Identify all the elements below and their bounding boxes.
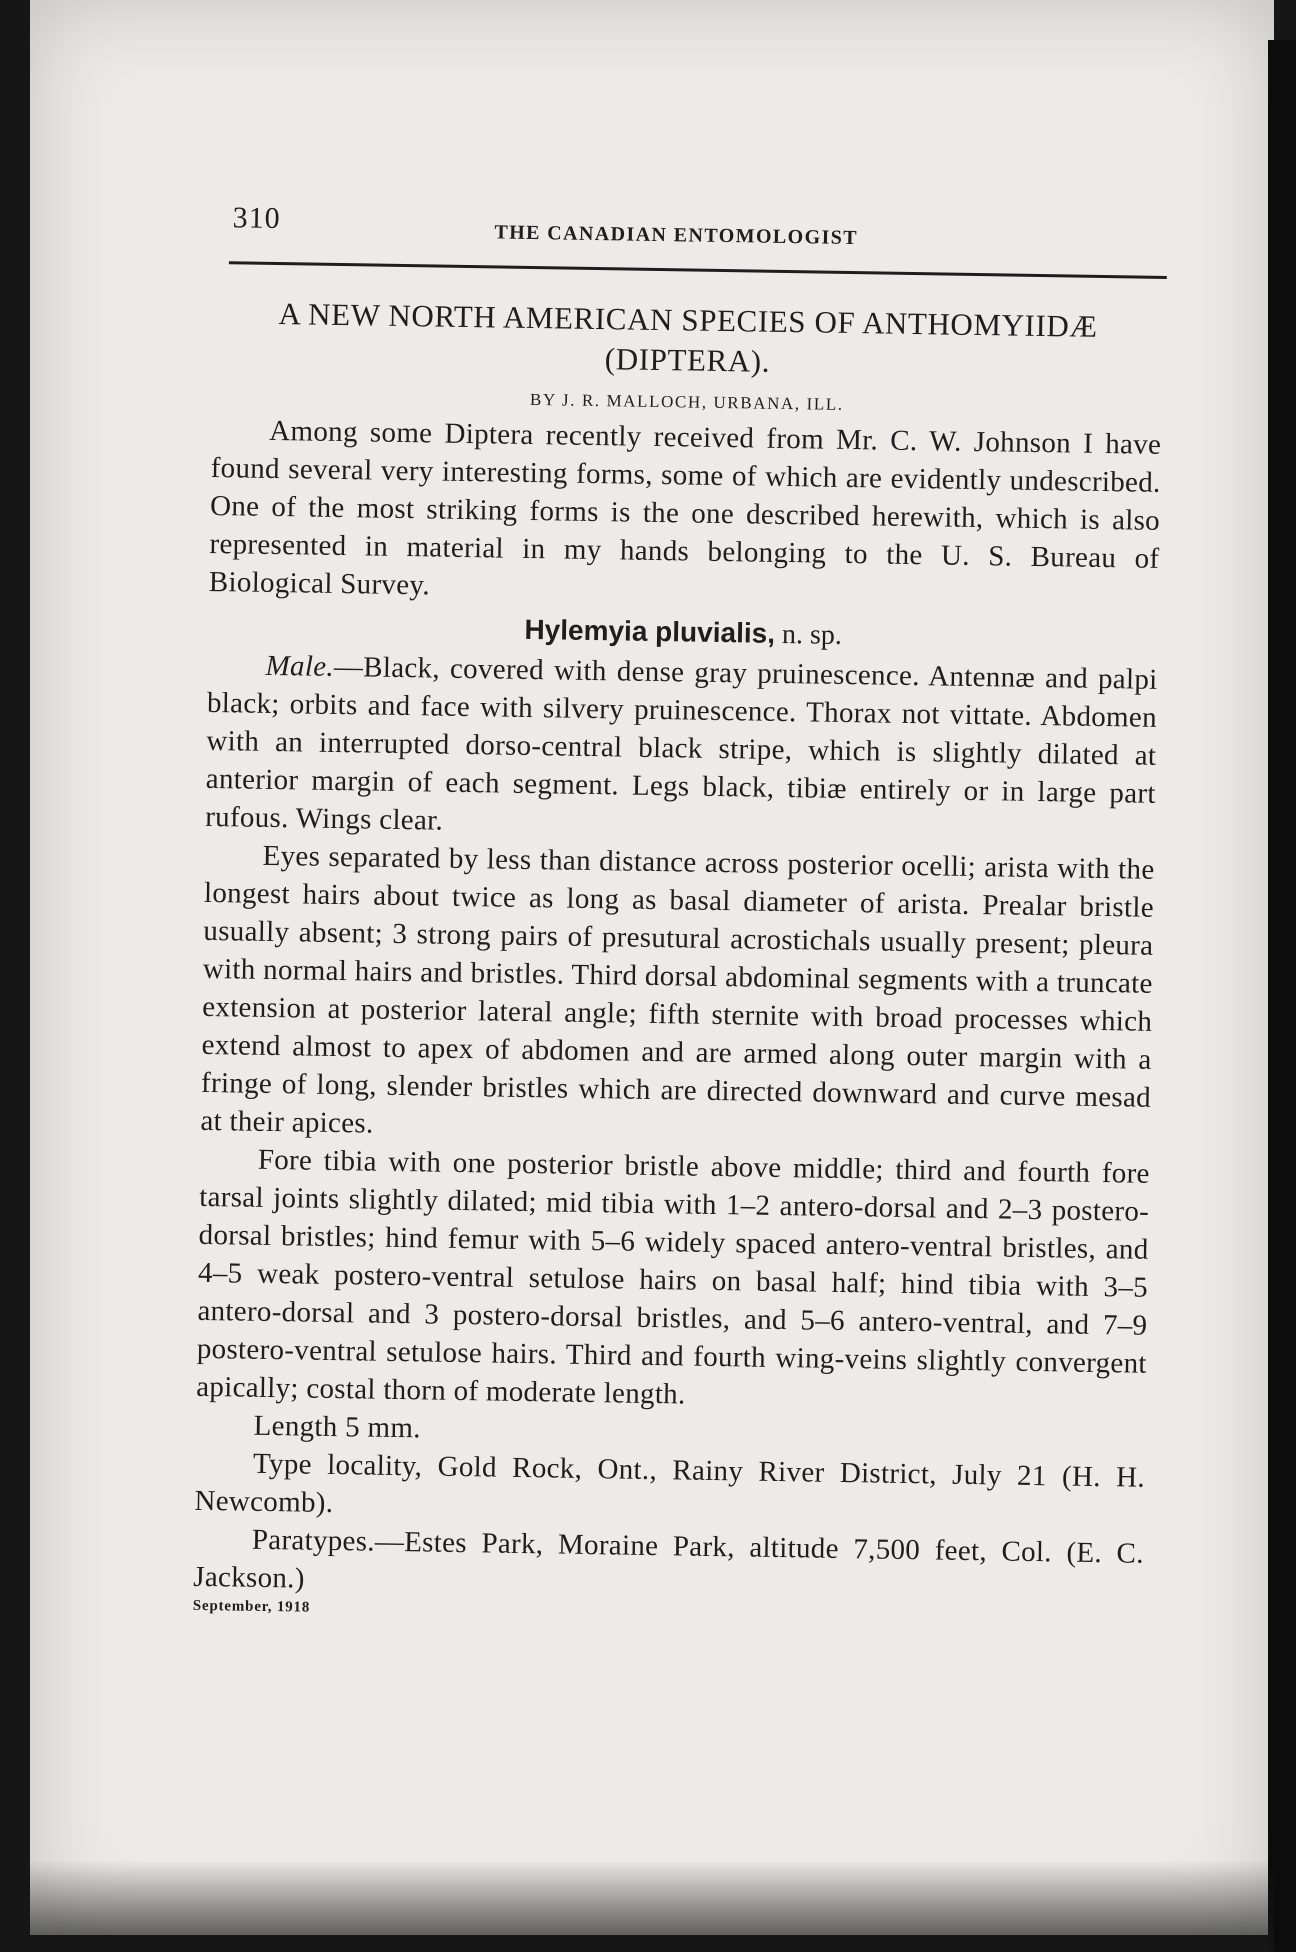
species-name: Hylemyia pluvialis, xyxy=(524,613,776,649)
intro-paragraph: Among some Diptera recently received from Mr. C. W. Johnson I have found several very interesting forms, some of which are evidently undescribed. One of the most striking forms is the one described herewith, which is also represented in material in my hands belonging to the U. S. Bureau of Biological Survey. xyxy=(208,414,1162,602)
journal-title: THE CANADIAN ENTOMOLOGIST xyxy=(494,221,859,250)
page-bottom-shadow xyxy=(30,1860,1274,1952)
paratypes-paragraph: Paratypes.—Estes Park, Moraine Park, altitude 7,500 feet, Col. (E. C. Jackson.) xyxy=(193,1523,1145,1595)
male-description-paragraph xyxy=(205,646,1158,851)
header-rule xyxy=(229,261,1167,279)
male-description: —Black, covered with dense gray pruinescence. Antennæ and palpi black; orbits and face with silvery pruinescence. Thorax not vittate. Abdomen with an interrupted dorso-central black stripe, which is slightly dilated at anterior margin of each segment. Legs black, tibiæ entirely or in large part rufous. Wings clear. xyxy=(204,650,1158,837)
page-edge-shadow xyxy=(1268,40,1296,1952)
legs-paragraph: Fore tibia with one posterior bristle above middle; third and fourth fore tarsal joints slightly dilated; mid tibia with 1–2 antero-dorsal and 2–3 postero-dorsal bristles; hind femur with 5–6 widely spaced antero-ventral bristles, and 4–5 weak postero-ventral setulose hairs on basal half; hind tibia with 3–5 antero-dorsal and 3 postero-dorsal bristles, and 5–6 antero-ventral, and 7–9 postero-ventral setulose hairs. Third and fourth wing-veins slightly convergent apically; costal thorn of moderate length. xyxy=(196,1143,1150,1411)
male-label: Male. xyxy=(265,649,335,683)
page-content xyxy=(193,195,1165,1630)
eyes-paragraph: Eyes separated by less than distance across posterior ocelli; arista with the longest hairs about twice as long as basal diameter of arista. Prealar bristle usually absent; 3 strong pairs of presutural acrostichals usually present; pleura with normal hairs and bristles. Third dorsal abdominal segments with a truncate extension at posterior lateral angle; fifth sternite with broad processes which extend almost to apex of abdomen and are armed along outer margin with a fringe of long, slender bristles which are directed downward and curve mesad at their apices. xyxy=(200,839,1155,1140)
article-title-line-2: (DIPTERA). xyxy=(604,341,771,379)
article-title xyxy=(212,293,1163,388)
page-number: 310 xyxy=(232,201,281,236)
type-locality-paragraph: Type locality, Gold Rock, Ont., Rainy River District, July 21 (H. H. Newcomb). xyxy=(194,1447,1146,1520)
length-paragraph: Length 5 mm. xyxy=(253,1409,422,1445)
issue-date: September, 1918 xyxy=(192,1597,311,1616)
byline: BY J. R. MALLOCH, URBANA, ILL. xyxy=(529,389,844,414)
species-suffix: n. sp. xyxy=(774,618,843,651)
article-title-line-1: A NEW NORTH AMERICAN SPECIES OF ANTHOMYIIDÆ xyxy=(278,296,1098,344)
